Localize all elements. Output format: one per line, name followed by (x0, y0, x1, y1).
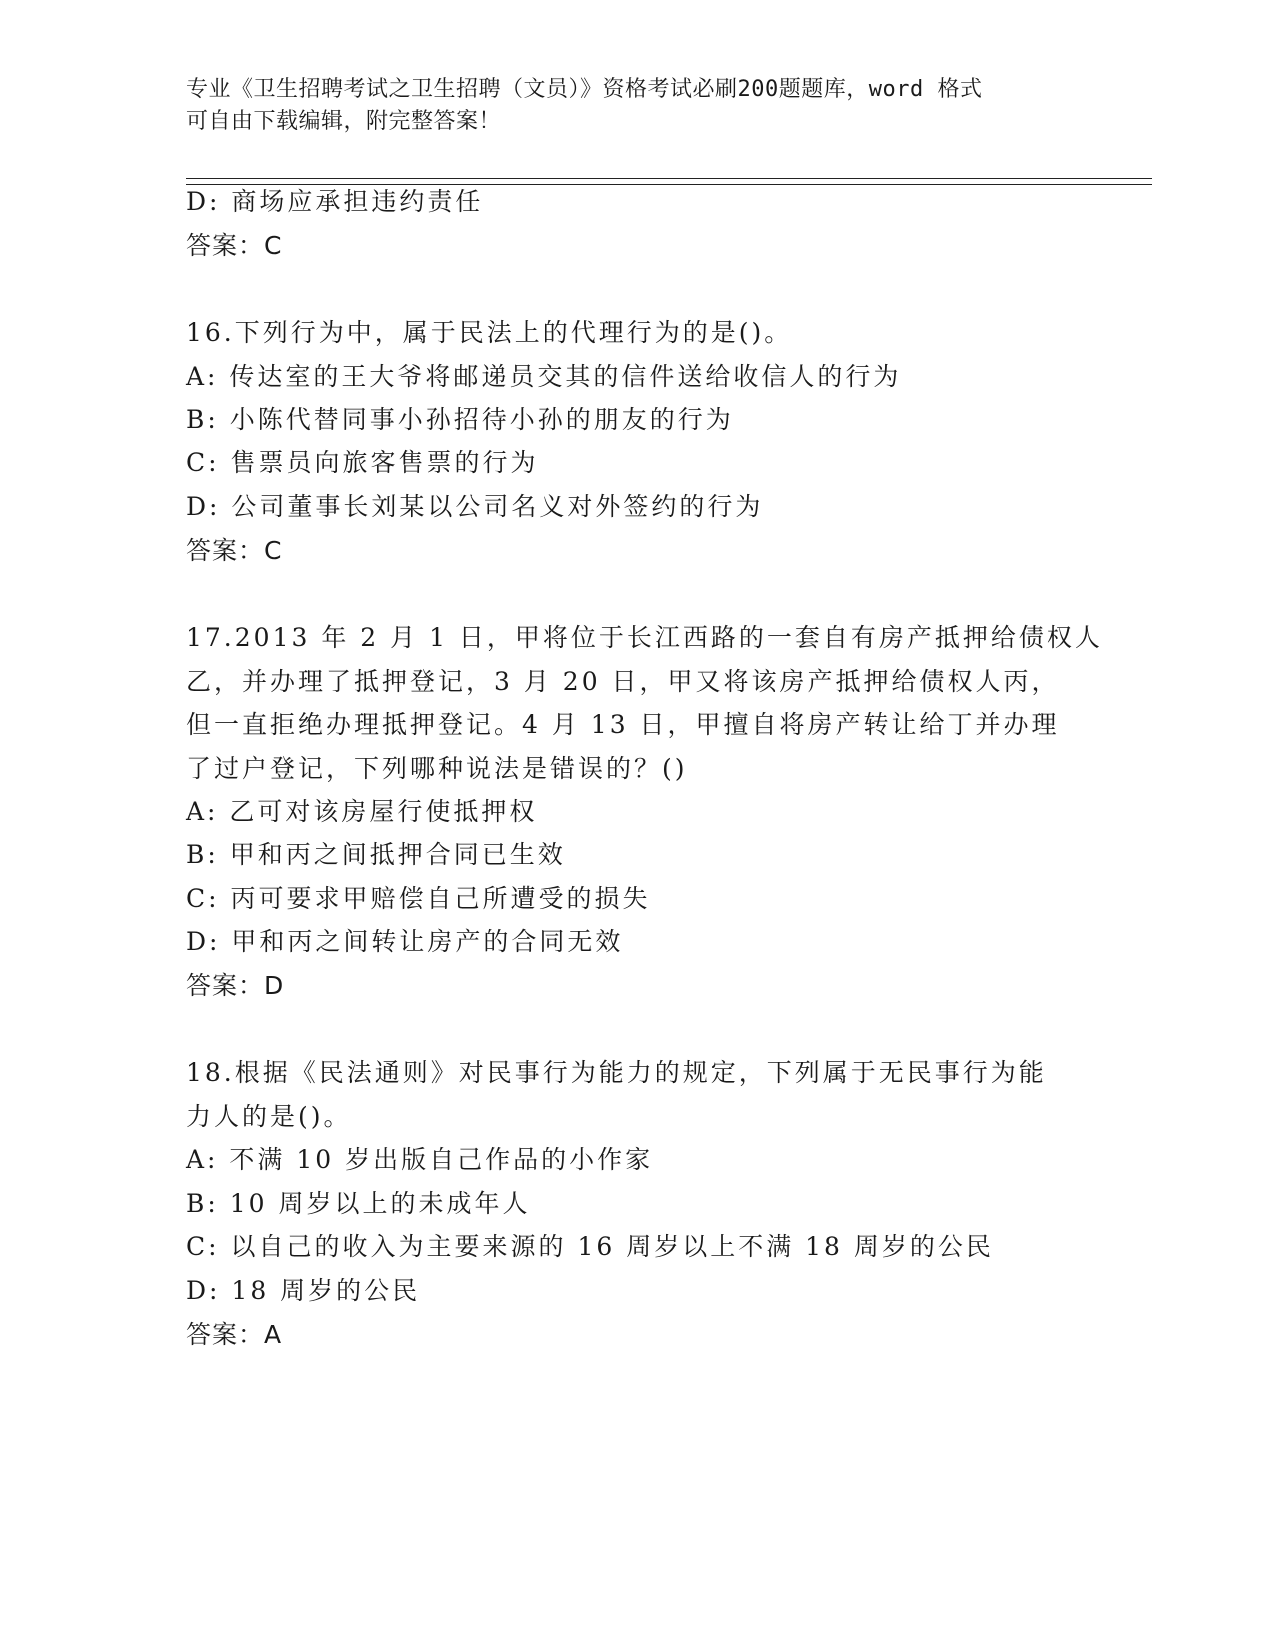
q16-option-b: B: 小陈代替同事小孙招待小孙的朋友的行为 (186, 405, 734, 434)
q18-answer: 答案：A (186, 1320, 283, 1349)
header-divider-bottom (186, 184, 1152, 185)
q18-stem-line-1: 18.根据《民法通则》对民事行为能力的规定，下列属于无民事行为能 (186, 1058, 1047, 1087)
q17-option-a: A: 乙可对该房屋行使抵押权 (186, 797, 538, 826)
document-header (186, 74, 1086, 138)
prev-option-d: D: 商场应承担违约责任 (186, 187, 484, 216)
q17-option-c: C: 丙可要求甲赔偿自己所遭受的损失 (186, 884, 651, 913)
q18-stem-line-2: 力人的是()。 (186, 1102, 352, 1131)
q18-option-b: B: 10 周岁以上的未成年人 (186, 1189, 531, 1218)
q17-stem-line-3: 但一直拒绝办理抵押登记。4 月 13 日，甲擅自将房产转让给丁并办理 (186, 710, 1060, 739)
q17-stem-line-1: 17.2013 年 2 月 1 日，甲将位于长江西路的一套自有房产抵押给债权人 (186, 623, 1103, 652)
q17-stem-line-2: 乙，并办理了抵押登记，3 月 20 日，甲又将该房产抵押给债权人丙， (186, 667, 1060, 696)
q18-option-d: D: 18 周岁的公民 (186, 1276, 421, 1305)
prev-answer: 答案：C (186, 231, 283, 260)
header-line-2: 可自由下载编辑，附完整答案！ (186, 109, 502, 134)
q16-option-d: D: 公司董事长刘某以公司名义对外签约的行为 (186, 492, 764, 521)
q18-option-c: C: 以自己的收入为主要来源的 16 周岁以上不满 18 周岁的公民 (186, 1232, 994, 1261)
q17-option-b: B: 甲和丙之间抵押合同已生效 (186, 840, 566, 869)
q16-option-a: A: 传达室的王大爷将邮递员交其的信件送给收信人的行为 (186, 362, 902, 391)
q17-answer: 答案：D (186, 971, 285, 1000)
header-divider-top (186, 178, 1152, 179)
q16-answer: 答案：C (186, 536, 283, 565)
q16-stem-line-1: 16.下列行为中，属于民法上的代理行为的是()。 (186, 318, 793, 347)
q17-option-d: D: 甲和丙之间转让房产的合同无效 (186, 927, 624, 956)
q16-option-c: C: 售票员向旅客售票的行为 (186, 448, 539, 477)
header-line-1: 专业《卫生招聘考试之卫生招聘（文员）》资格考试必刷200题题库，word 格式 (186, 77, 983, 102)
q18-option-a: A: 不满 10 岁出版自己作品的小作家 (186, 1145, 654, 1174)
q17-stem-line-4: 了过户登记，下列哪种说法是错误的？() (186, 754, 688, 783)
